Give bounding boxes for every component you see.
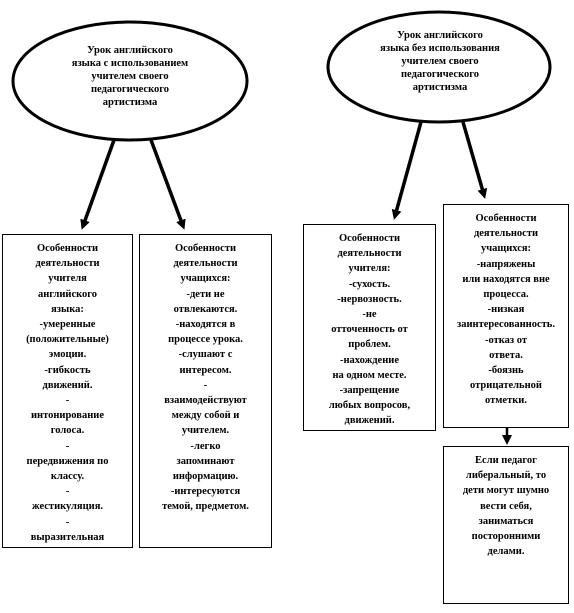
teacher-with-artistry-box — [2, 234, 133, 548]
box-item-line: выразительная — [30, 531, 105, 543]
box-item-line: жестикуляция. — [32, 501, 103, 513]
box-item-line: процессе урока. — [168, 334, 243, 346]
box-item-line: -запрещение — [339, 385, 400, 397]
box-items — [309, 277, 430, 429]
box-item-line: отметки. — [485, 395, 527, 407]
box-item-line: отрицательной — [470, 380, 542, 392]
box-item-line: -дети не — [186, 288, 225, 300]
box-item-line: передвижения по — [26, 455, 109, 467]
box-item-line: -боязнь — [488, 365, 524, 377]
box-item-line: заниматься — [478, 515, 534, 527]
box-item-line: движений. — [344, 415, 395, 427]
box-item-line: либеральный, то — [465, 470, 547, 482]
box-item-line: -не — [362, 309, 377, 321]
box-item-line: запоминают — [176, 455, 235, 467]
box-title: Особенности деятельности учителя: — [337, 233, 402, 275]
box-item-line: отточенность от — [331, 324, 408, 336]
box-item-line: -легко — [190, 440, 221, 452]
arrow-left-to-students — [151, 140, 183, 226]
box-item-line: - — [65, 486, 70, 498]
box-item-line: информацию. — [172, 471, 239, 483]
box-item-line: голоса. — [50, 425, 85, 437]
box-item-line: -нервозность. — [337, 293, 402, 305]
box-item-line: интонирование — [31, 410, 104, 422]
box-items — [145, 287, 266, 515]
right-lesson-title: Урок английского языка без использования учителем своего педагогического артистизма — [380, 30, 500, 93]
box-item-line: -находятся в — [175, 319, 236, 331]
box-item-line: эмоции. — [48, 349, 87, 361]
box-title: Особенности деятельности учащихся: — [173, 243, 238, 285]
box-item-line: ответа. — [489, 349, 523, 361]
box-item-line: интересом. — [179, 364, 232, 376]
box-item-line: взаимодействуют — [164, 395, 247, 407]
box-title: Особенности деятельности учащихся: — [473, 213, 539, 255]
box-item-line: процесса. — [483, 289, 529, 301]
box-item-line: проблем. — [348, 339, 391, 351]
box-item-line: -низкая — [487, 304, 525, 316]
consequence-box — [443, 446, 569, 604]
box-item-line: - — [65, 440, 70, 452]
box-item-line: -напряжены — [476, 258, 536, 270]
box-item-line: движений. — [42, 379, 93, 391]
students-with-artistry-box — [139, 234, 272, 548]
box-item-line: отвлекаются. — [173, 303, 238, 315]
box-item-line: вести себя, — [480, 500, 532, 512]
arrow-left-to-teacher — [83, 140, 114, 226]
box-item-line: дети могут шумно — [462, 485, 550, 497]
box-item-line: или находятся вне — [462, 273, 550, 285]
teacher-without-artistry-box — [303, 224, 436, 431]
box-item-line: между собой и — [171, 410, 240, 422]
box-item-line: -отказ от — [484, 334, 528, 346]
students-without-artistry-box — [443, 204, 569, 428]
box-item-line: темой, предметом. — [162, 501, 249, 513]
box-item-line: Если педагог — [475, 455, 537, 466]
box-item-line: заинтересованность. — [457, 319, 555, 331]
box-item-line: любых вопросов, — [328, 400, 411, 412]
box-item-line: (положительные) — [26, 334, 109, 346]
box-item-line: делами. — [487, 546, 525, 558]
box-item-line: -слушают с — [178, 349, 233, 361]
box-item-line: классу. — [50, 471, 85, 483]
box-items — [449, 257, 563, 409]
box-item-line: - — [203, 379, 208, 391]
arrow-right-to-teacher — [395, 122, 421, 216]
arrow-right-to-students — [463, 122, 484, 195]
left-lesson-title: Урок английского языка с использованием учителем своего педагогического артистизма — [71, 45, 189, 108]
box-item-line: - — [65, 516, 70, 528]
box-item-line: посторонними — [471, 531, 541, 543]
box-item-line: -нахождение — [340, 354, 399, 366]
box-item-line: - — [65, 395, 70, 407]
box-item-line: на одном месте. — [332, 369, 407, 381]
box-items — [8, 317, 127, 545]
box-items — [449, 453, 563, 559]
box-item-line: учителем. — [181, 425, 230, 437]
box-title: Особенности деятельности учителя английского языка: — [35, 243, 100, 315]
box-item-line: -сухость. — [348, 278, 391, 290]
box-item-line: -гибкость — [44, 364, 91, 376]
box-item-line: -умеренные — [39, 319, 96, 331]
box-item-line: -интересуются — [170, 486, 241, 498]
